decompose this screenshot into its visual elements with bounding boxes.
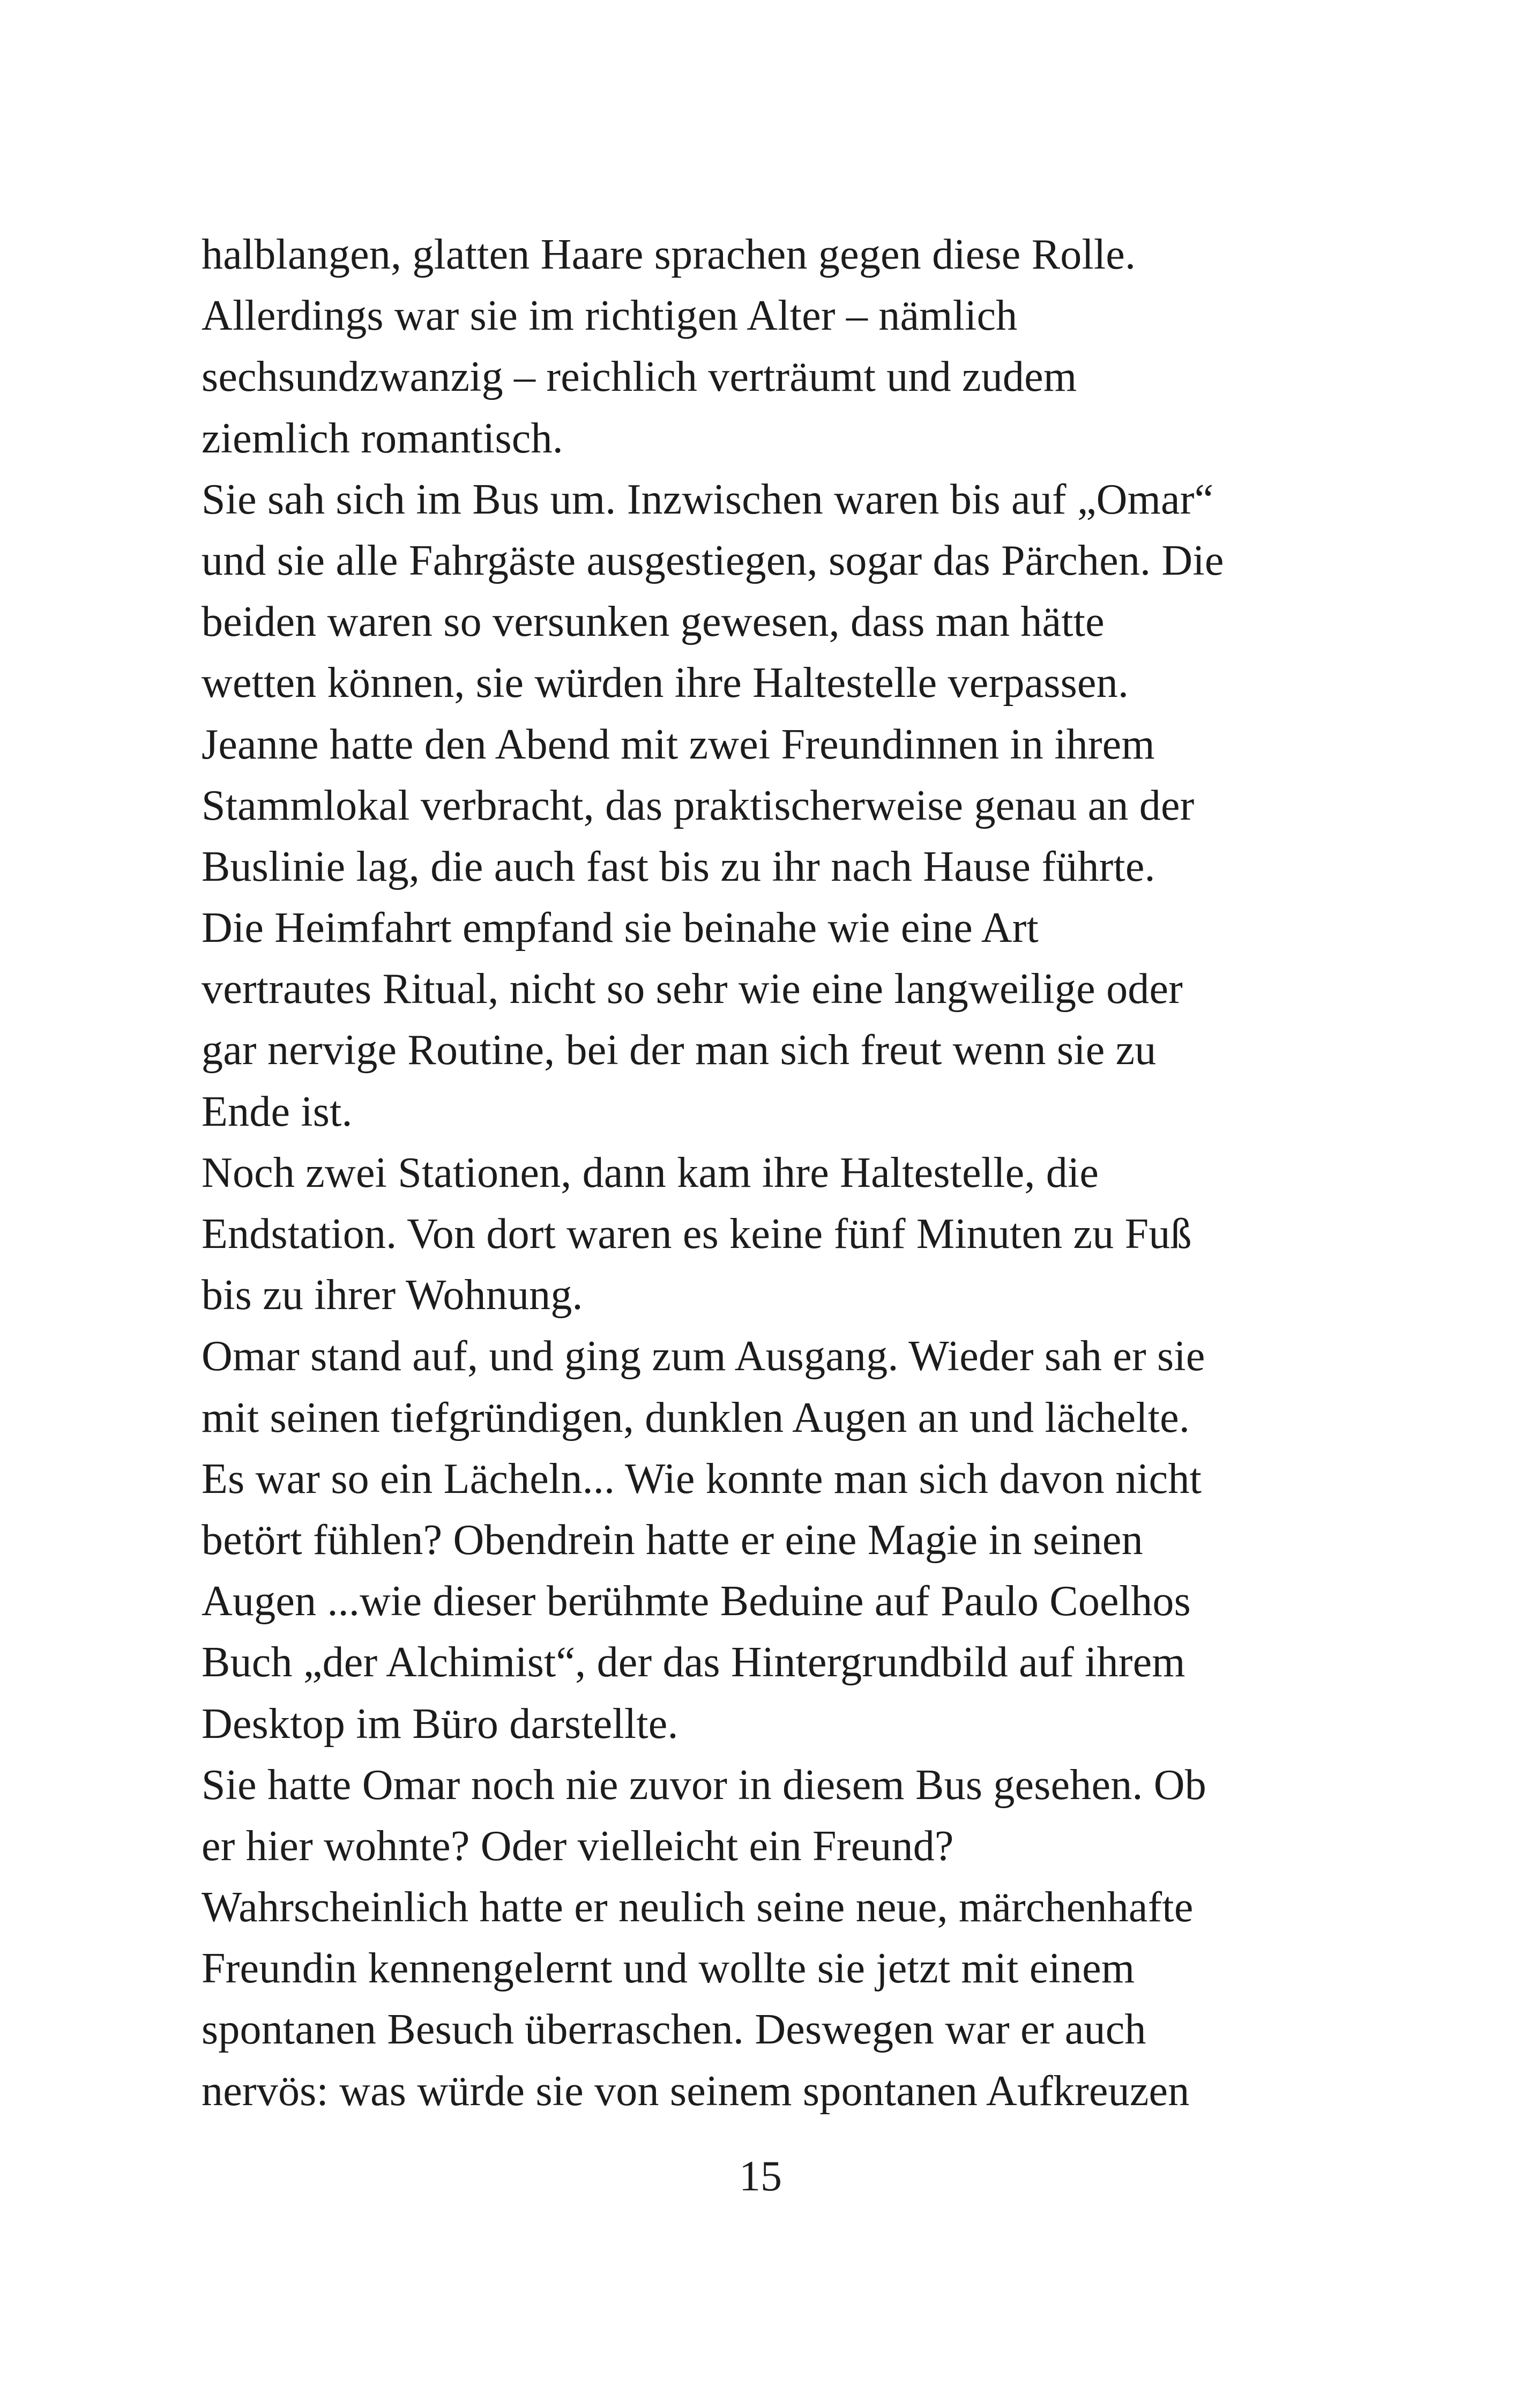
text-line: gar nervige Routine, bei der man sich freut wenn sie zu [202, 1027, 1157, 1074]
text-line: Stammlokal verbracht, das praktischerweise genau an der [202, 782, 1195, 829]
text-line: Omar stand auf, und ging zum Ausgang. Wieder sah er sie [202, 1333, 1205, 1380]
text-line: Buslinie lag, die auch fast bis zu ihr nach Hause führte. [202, 843, 1155, 890]
text-line: Sie hatte Omar noch nie zuvor in diesem Bus gesehen. Ob [202, 1761, 1206, 1809]
text-line: Buch „der Alchimist“, der das Hintergrundbild auf ihrem [202, 1639, 1186, 1686]
text-line: sechsundzwanzig – reichlich verträumt und zudem [202, 353, 1077, 401]
text-line: halblangen, glatten Haare sprachen gegen diese Rolle. [202, 231, 1136, 278]
text-line: Augen ...wie dieser berühmte Beduine auf Paulo Coelhos [202, 1578, 1191, 1625]
text-line: Es war so ein Lächeln... Wie konnte man sich davon nicht [202, 1455, 1202, 1503]
text-line: mit seinen tiefgründigen, dunklen Augen an und lächelte. [202, 1394, 1190, 1441]
text-line: Wahrscheinlich hatte er neulich seine neue, märchenhafte [202, 1884, 1194, 1931]
text-line: beiden waren so versunken gewesen, dass man hätte [202, 598, 1105, 646]
text-line: Endstation. Von dort waren es keine fünf Minuten zu Fuß [202, 1210, 1192, 1258]
text-line: Freundin kennengelernt und wollte sie jetzt mit einem [202, 1945, 1135, 1993]
text-line: Die Heimfahrt empfand sie beinahe wie eine Art [202, 904, 1039, 952]
text-line: spontanen Besuch überraschen. Deswegen war er auch [202, 2006, 1146, 2054]
text-line: Allerdings war sie im richtigen Alter – nämlich [202, 292, 1018, 340]
text-line: Jeanne hatte den Abend mit zwei Freundinnen in ihrem [202, 720, 1155, 768]
text-line: ziemlich romantisch. [202, 414, 563, 462]
text-line: betört fühlen? Obendrein hatte er eine Magie in seinen [202, 1516, 1143, 1564]
text-line: nervös: was würde sie von seinem spontanen Aufkreuzen [202, 2067, 1190, 2115]
text-line: bis zu ihrer Wohnung. [202, 1272, 583, 1319]
text-line: Ende ist. [202, 1088, 353, 1135]
body-text [202, 224, 1327, 2122]
text-line: Noch zwei Stationen, dann kam ihre Haltestelle, die [202, 1149, 1099, 1196]
text-line: vertrautes Ritual, nicht so sehr wie eine langweilige oder [202, 965, 1183, 1013]
text-line: Desktop im Büro darstellte. [202, 1700, 679, 1748]
text-line: wetten können, sie würden ihre Haltestelle verpassen. [202, 659, 1129, 707]
text-line: er hier wohnte? Oder vielleicht ein Freund? [202, 1822, 954, 1870]
text-line: Sie sah sich im Bus um. Inzwischen waren bis auf „Omar“ [202, 475, 1214, 523]
text-line: und sie alle Fahrgäste ausgestiegen, sogar das Pärchen. Die [202, 537, 1224, 584]
page-number: 15 [739, 2153, 782, 2200]
